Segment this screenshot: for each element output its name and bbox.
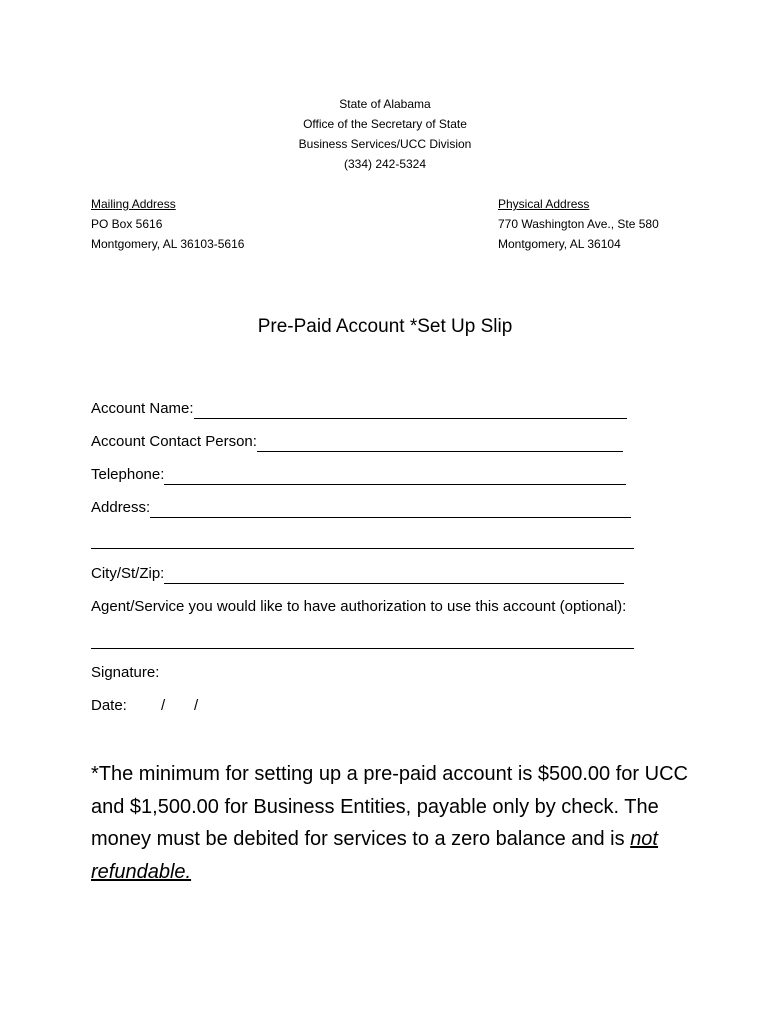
signature-label: Signature: [91,664,160,681]
telephone-row [91,461,626,485]
state-name: State of Alabama [339,97,431,111]
contact-person-label: Account Contact Person: [91,433,257,450]
mailing-address-line1: PO Box 5616 [91,217,163,231]
office-name: Office of the Secretary of State [303,117,467,131]
physical-address-line2: Montgomery, AL 36104 [498,237,621,251]
account-name-label: Account Name: [91,400,194,417]
date-separator-2: / [194,697,199,714]
physical-address-line1: 770 Washington Ave., Ste 580 [498,217,659,231]
address-label: Address: [91,499,151,516]
date-row [91,696,199,716]
account-name-field[interactable] [194,400,627,419]
notice-text: *The minimum for setting up a pre-paid account is $500.00 for UCC and $1,500.00 for Business Entities, payable only by check. The money must be debited for services to a zero balance and is [91,763,688,850]
date-separator-1: / [161,697,166,714]
physical-address-block [498,194,659,254]
city-st-zip-row [91,560,624,584]
telephone-label: Telephone: [91,466,165,483]
mailing-address-label: Mailing Address [91,197,176,211]
minimum-notice [91,758,701,888]
mailing-address-block [91,194,244,254]
address-field[interactable] [150,499,631,518]
division-name: Business Services/UCC Division [298,137,472,151]
city-st-zip-field[interactable] [164,565,624,584]
address-line2-field[interactable] [91,547,634,549]
agent-service-label: Agent/Service you would like to have authorization to use this account (optional): [91,598,627,615]
telephone-field[interactable] [164,466,626,485]
form-title: Pre-Paid Account *Set Up Slip [257,316,513,337]
agency-header [0,94,770,174]
contact-person-row [91,428,623,452]
city-st-zip-label: City/St/Zip: [91,565,165,582]
contact-person-field[interactable] [257,433,623,452]
mailing-address-line2: Montgomery, AL 36103-5616 [91,237,245,251]
date-label: Date: [91,697,127,714]
phone-number: (334) 242-5324 [343,157,427,171]
address-row [91,494,631,518]
not-refundable-text: not refundable. [91,828,658,883]
physical-address-label: Physical Address [498,197,590,211]
account-name-row [91,395,627,419]
agent-service-field[interactable] [91,647,634,649]
